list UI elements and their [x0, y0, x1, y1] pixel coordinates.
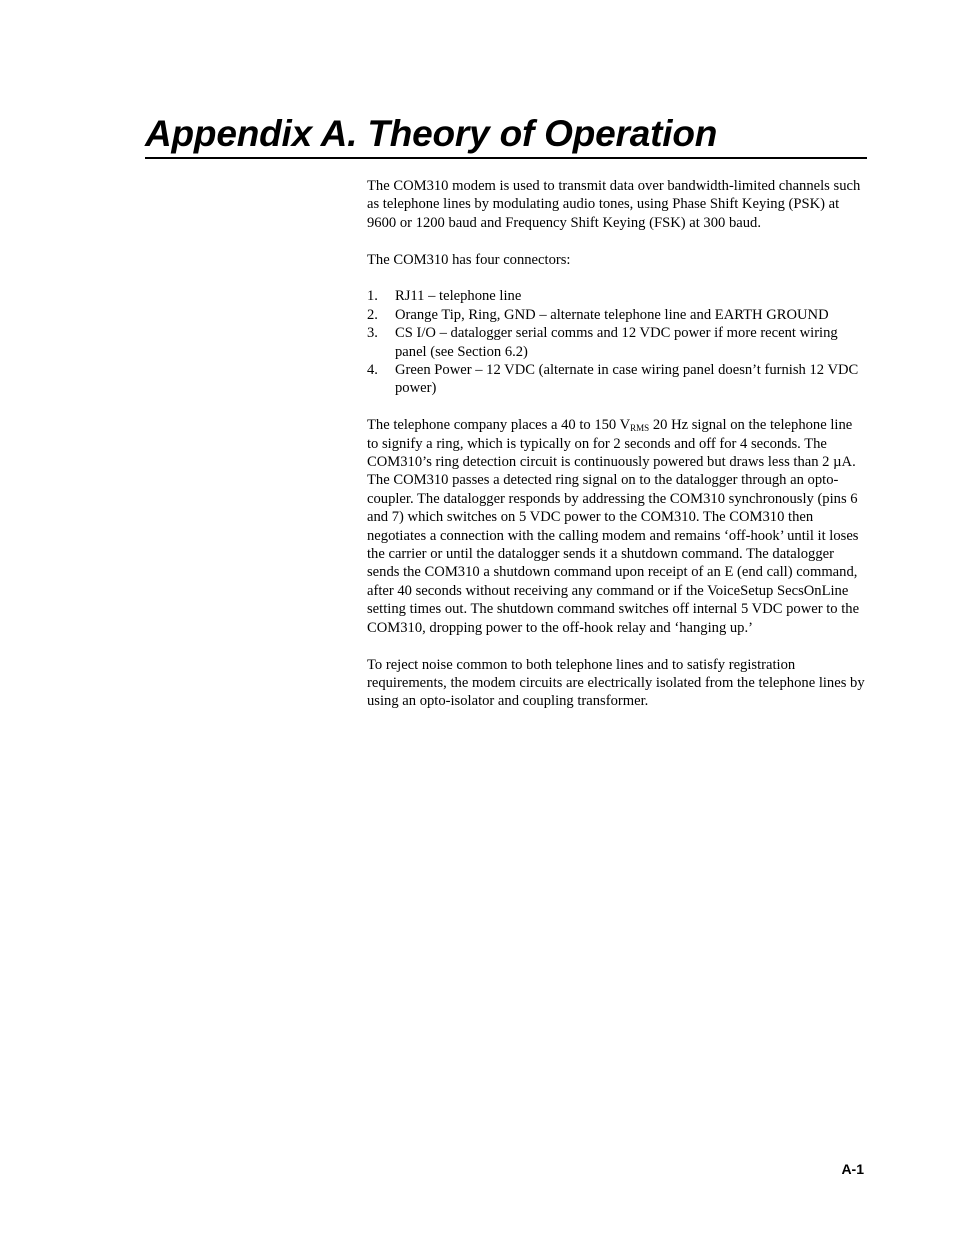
intro-paragraph: The COM310 modem is used to transmit data over bandwidth-limited channels such as telephone lines by modulating audio tones, using Phase Shift Keying (PSK) at 9600 or 1200 baud and Frequency Shift Keying (FSK) at 300 baud. — [367, 178, 861, 231]
list-item-text: Green Power – 12 VDC (alternate in case wiring panel doesn’t furnish 12 VDC power) — [395, 362, 859, 397]
list-item-text: Orange Tip, Ring, GND – alternate telephone line and EARTH GROUND — [395, 306, 829, 323]
connectors-intro: The COM310 has four connectors: — [367, 251, 571, 268]
list-item-text: CS I/O – datalogger serial comms and 12 VDC power if more recent wiring panel (see Section 6.2) — [395, 325, 838, 360]
connectors-list — [367, 287, 867, 397]
list-item-number: 2. — [367, 306, 378, 323]
body-column — [367, 177, 867, 729]
list-item — [367, 324, 867, 361]
rms-subscript: RMS — [630, 423, 650, 434]
title-underline — [145, 157, 867, 159]
list-item — [367, 287, 867, 305]
page-title: Appendix A. Theory of Operation — [145, 113, 718, 154]
ring-text-start: The telephone company places a 40 to 150 V — [367, 417, 631, 434]
ring-text-rest: 20 Hz signal on the telephone line to signify a ring, which is typically on for 2 seconds and off for 4 seconds. The COM310’s ring detection circuit is continuously powered but draws less than 2 µA. The COM310 passes a detected ring signal on to the datalogger through an opto-coupler. The datalogger responds by addressing the COM310 synchronously (pins 6 and 7) which switches on 5 VDC power to the COM310. The COM310 then negotiates a connection with the calling modem and remains ‘off-hook’ until it loses the carrier or until the datalogger sends it a shutdown command. The datalogger sends the COM310 a shutdown command upon receipt of an E (end call) command, after 40 seconds without receiving any command or if the VoiceSetup SecsOnLine setting times out. The shutdown command switches off internal 5 VDC power to the COM310, dropping power to the off-hook relay and ‘hanging up.’ — [367, 417, 860, 636]
list-item-text: RJ11 – telephone line — [395, 288, 522, 305]
ring-detection-paragraph — [367, 416, 867, 637]
list-item — [367, 306, 867, 324]
isolation-paragraph: To reject noise common to both telephone lines and to satisfy registration requirements, the modem circuits are electrically isolated from the telephone lines by using an opto-isolator and coupling transformer. — [367, 656, 865, 710]
list-item — [367, 361, 867, 398]
list-item-number: 1. — [367, 288, 378, 305]
list-item-number: 3. — [367, 325, 378, 342]
page-number: A-1 — [841, 1161, 864, 1177]
list-item-number: 4. — [367, 362, 378, 379]
